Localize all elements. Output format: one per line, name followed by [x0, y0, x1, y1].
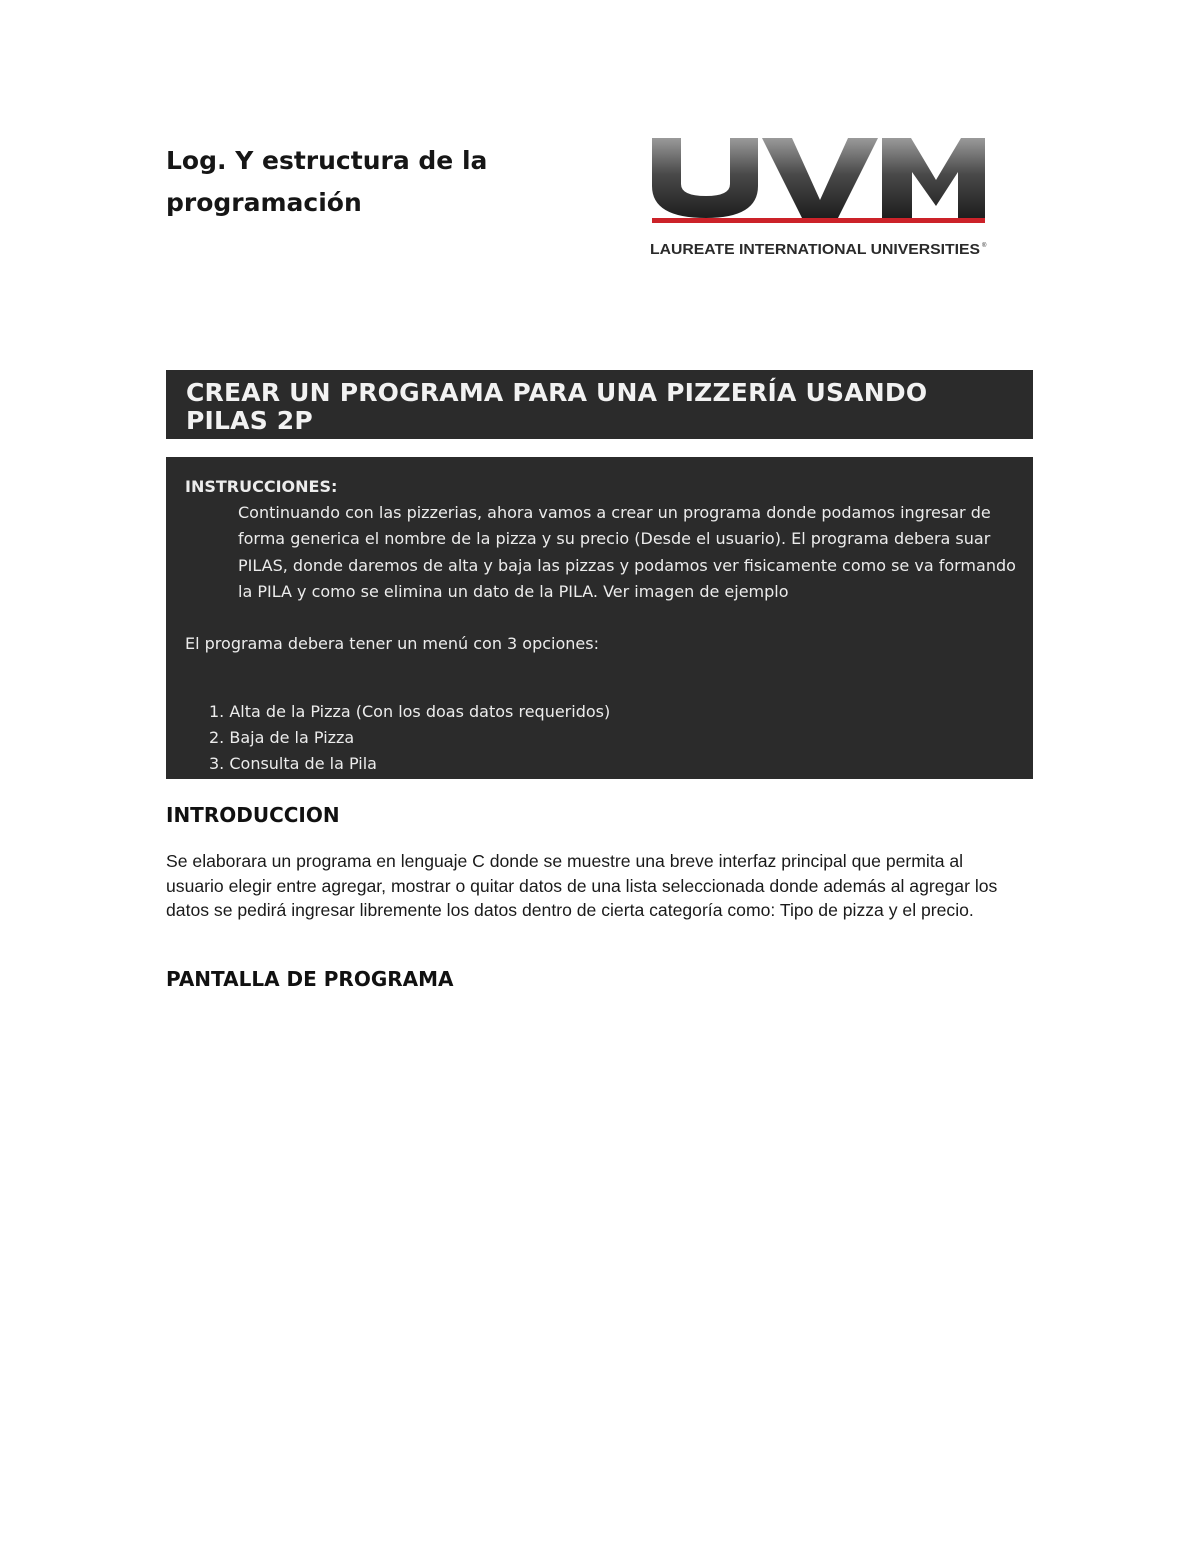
menu-option: 1. Alta de la Pizza (Con los doas datos requeridos): [209, 702, 611, 722]
introduccion-text: Se elaborara un programa en lenguaje C donde se muestre una breve interfaz principal que permita al usuario elegir entre agregar, mostrar o quitar datos de una lista seleccionada donde además al agregar los datos se pedirá ingresar libremente los datos dentro de cierta categoría como: Tipo de pizza y el precio.: [166, 851, 998, 920]
uvm-logo: [646, 134, 991, 264]
menu-intro: El programa debera tener un menú con 3 opciones:: [185, 634, 599, 654]
introduccion-heading: INTRODUCCION: [166, 803, 340, 827]
course-title: Log. Y estructura de la programación: [166, 146, 488, 217]
logo-red-rule: [652, 218, 985, 223]
instructions-heading: INSTRUCCIONES:: [185, 477, 338, 496]
logo-tagline: LAUREATE INTERNATIONAL UNIVERSITIES: [650, 242, 981, 258]
menu-option: 3. Consulta de la Pila: [209, 754, 377, 774]
assignment-title: CREAR UN PROGRAMA PARA UNA PIZZERÍA USANDO PILAS 2P: [186, 378, 928, 435]
instructions-body: Continuando con las pizzerias, ahora vamos a crear un programa donde podamos ingresar de forma generica el nombre de la pizza y su precio (Desde el usuario). El programa debera suar PILAS, donde daremos de alta y baja las pizzas y podamos ver fisicamente como se va formando la PILA y como se elimina un dato de la PILA. Ver imagen de ejemplo: [238, 503, 1016, 601]
pantalla-heading: PANTALLA DE PROGRAMA: [166, 967, 454, 991]
menu-options-list: [209, 699, 1019, 777]
instructions-panel: [166, 457, 1033, 779]
menu-option: 2. Baja de la Pizza: [209, 728, 355, 748]
logo-wordmark: [652, 138, 985, 218]
assignment-banner: [166, 370, 1033, 439]
logo-registered-mark: ®: [982, 243, 987, 249]
